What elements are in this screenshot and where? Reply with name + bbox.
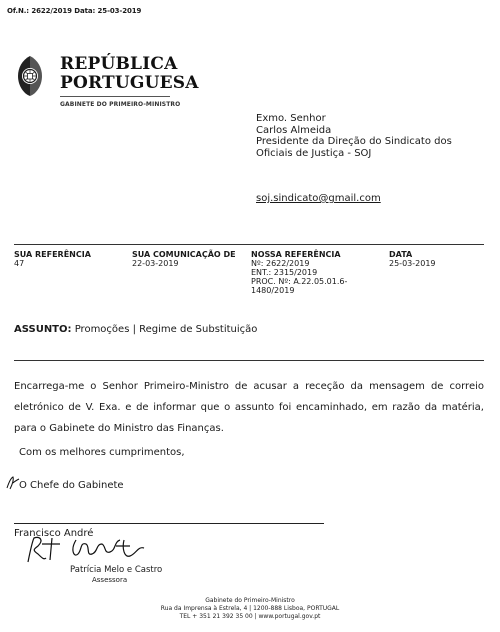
ref-sua-referencia [14,250,91,268]
republic-logo-text [60,55,199,93]
ref-value: 25-03-2019 [389,259,436,268]
ref-nossa-referencia [251,250,347,295]
ref-value: 47 [14,259,25,268]
ref-label: DATA [389,250,413,259]
recipient-address [256,113,452,159]
logo-line-1: REPÚBLICA [60,54,178,74]
ref-value: PROC. Nº: A.22.05.01.6- [251,277,348,286]
assessor-name: Patrícia Melo e Castro [70,565,163,575]
footer-organization: Gabinete do Primeiro-Ministro [205,597,295,604]
letter-body: Encarrega-me o Senhor Primeiro-Ministro de acusar a receção da mensagem de correio eletrónico de V. Exa. e de informar que o assunto foi encaminhado, em razão da matéria, para o Gabinete do Ministro das Finanças. [14,381,484,434]
logo-divider [60,96,170,97]
signatory-name: Francisco André [14,528,94,539]
signature-line [14,523,324,524]
closing-greeting: Com os melhores cumprimentos, [19,447,185,458]
document-reference-header: Of.N.: 2622/2019 Data: 25-03-2019 [7,7,142,15]
subject-bottom-divider [14,360,484,361]
ref-value: 22-03-2019 [132,259,179,268]
subject-line [14,324,257,335]
ref-sua-comunicacao [132,250,236,268]
recipient-email-link[interactable]: soj.sindicato@gmail.com [256,193,381,204]
ref-data [389,250,436,268]
ref-label: SUA REFERÊNCIA [14,250,91,259]
recipient-title-line-2: Oficiais de Justiça - SOJ [256,147,372,159]
footer-contact: TEL + 351 21 392 35 00 | www.portugal.gov.pt [179,613,321,620]
references-top-divider [14,244,484,245]
assessor-role: Assessora [92,576,128,584]
ref-value: Nº: 2622/2019 [251,259,310,268]
signatory-role: O Chefe do Gabinete [19,480,124,491]
cabinet-subtitle: GABINETE DO PRIMEIRO-MINISTRO [60,101,181,108]
subject-text: Promoções | Regime de Substituição [74,324,258,335]
republic-emblem-icon [16,54,44,98]
recipient-title-line-1: Presidente da Direção do Sindicato dos [256,136,452,147]
logo-line-2: PORTUGUESA [60,73,199,93]
subject-label: ASSUNTO: [14,324,72,335]
handwritten-signature-icon [20,532,160,568]
recipient-salutation: Exmo. Senhor [256,113,326,124]
ref-label: SUA COMUNICAÇÃO DE [132,250,236,259]
ref-value: ENT.: 2315/2019 [251,268,318,277]
footer-address: Rua da Imprensa à Estrela, 4 | 1200-888 Lisboa, PORTUGAL [160,605,340,612]
recipient-name: Carlos Almeida [256,124,332,136]
ref-value: 1480/2019 [251,286,295,295]
ref-label: NOSSA REFERÊNCIA [251,250,341,259]
